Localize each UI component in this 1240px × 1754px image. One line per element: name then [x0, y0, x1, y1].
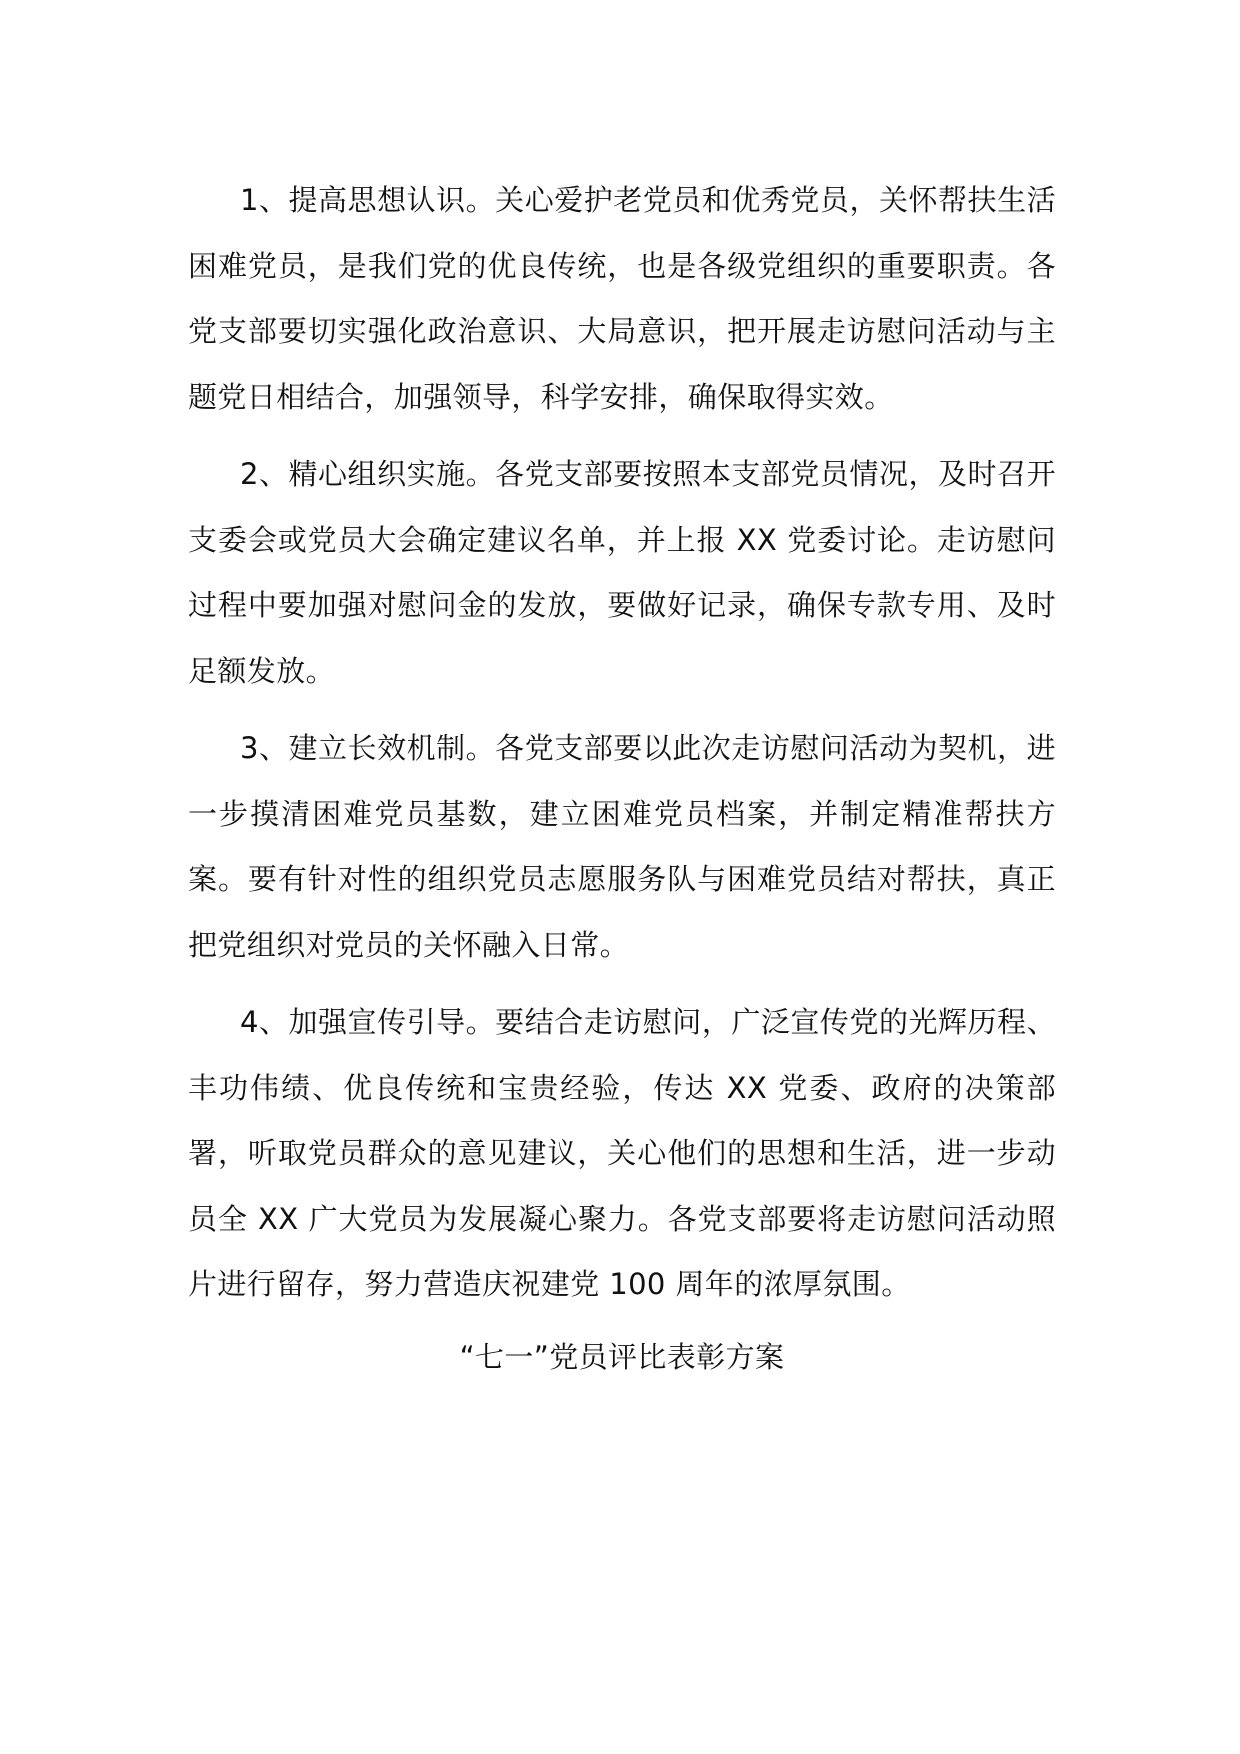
paragraph-2: 2、精心组织实施。各党支部要按照本支部党员情况，及时召开支委会或党员大会确定建议名单，并上报 XX 党委讨论。走访慰问过程中要加强对慰问金的发放，要做好记录，确保专款专用、及时足额发放。	[188, 457, 1056, 688]
paragraph-1: 1、提高思想认识。关心爱护老党员和优秀党员，关怀帮扶生活困难党员，是我们党的优良传统，也是各级党组织的重要职责。各党支部要切实强化政治意识、大局意识，把开展走访慰问活动与主题党日相结合，加强领导，科学安排，确保取得实效。	[188, 183, 1056, 414]
paragraph-3: 3、建立长效机制。各党支部要以此次走访慰问活动为契机，进一步摸清困难党员基数，建立困难党员档案，并制定精准帮扶方案。要有针对性的组织党员志愿服务队与困难党员结对帮扶，真正把党组织对党员的关怀融入日常。	[188, 731, 1056, 962]
document-body	[188, 168, 1056, 1330]
paragraph-4: 4、加强宣传引导。要结合走访慰问，广泛宣传党的光辉历程、丰功伟绩、优良传统和宝贵经验，传达 XX 党委、政府的决策部署，听取党员群众的意见建议，关心他们的思想和生活，进一步动员全 XX 广大党员为发展凝心聚力。各党支部要将走访慰问活动照片进行留存，努力营造庆祝建党 100 周年的浓厚氛围。	[188, 1005, 1056, 1301]
section-heading: “七一”党员评比表彰方案	[459, 1340, 785, 1374]
